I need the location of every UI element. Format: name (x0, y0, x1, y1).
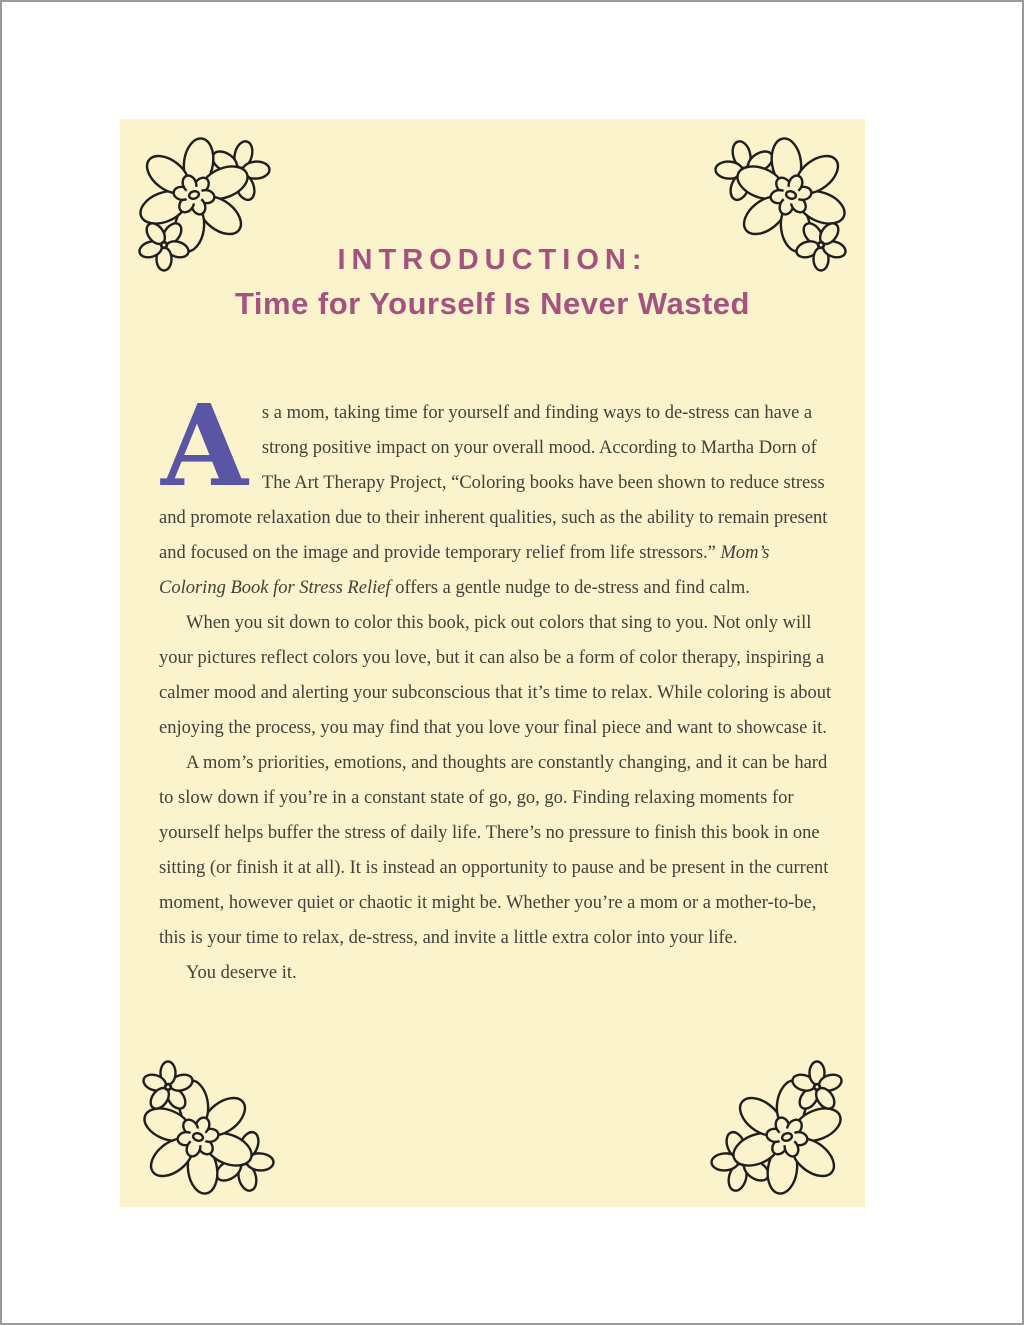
flower-cluster-bottom-left-icon (140, 1062, 274, 1196)
paragraph-4: You deserve it. (186, 963, 297, 983)
drop-cap: A (161, 381, 248, 512)
paragraph-3: A mom’s priorities, emotions, and thoughts are constantly changing, and it can be hard to slow down if you’re in a constant state of go, go, go. Finding relaxing moments for yourself helps buffer the stress of daily life. There’s no pressure to finish this book in one sitting (or finish it at all). It is instead an opportunity to pause and be present in the current moment, however quiet or chaotic it might be. Whether you’re a mom or a mother-to-be, this is your time to relax, de-stress, and invite a little extra color into your life. (159, 753, 829, 948)
book-title-italic: Mom’s Coloring Book for Stress Relief (159, 543, 770, 598)
chapter-title: INTRODUCTION: (337, 244, 648, 276)
paragraph-2: When you sit down to color this book, pick out colors that sing to you. Not only will your pictures reflect colors you love, but it can also be a form of color therapy, inspiring a calmer mood and alerting your subconscious that it’s time to relax. While coloring is about enjoying the process, you may find that you love your final piece and want to showcase it. (159, 613, 832, 738)
book-page (120, 119, 865, 1207)
chapter-body (159, 381, 835, 991)
chapter-header (120, 245, 865, 321)
flower-cluster-bottom-right-icon (711, 1062, 845, 1196)
paragraph-1-end: offers a gentle nudge to de-stress and find calm. (390, 578, 750, 598)
paragraph-1-text: s a mom, taking time for yourself and finding ways to de-stress can have a strong positive impact on your overall mood. According to Martha Dorn of The Art Therapy Project, “Coloring books have been shown to reduce stress and promote relaxation due to their inherent qualities, such as the ability to remain present and focused on the image and provide temporary relief from life stressors.” (159, 403, 828, 563)
paragraph-1 (159, 381, 835, 606)
chapter-subtitle: Time for Yourself Is Never Wasted (235, 285, 750, 321)
